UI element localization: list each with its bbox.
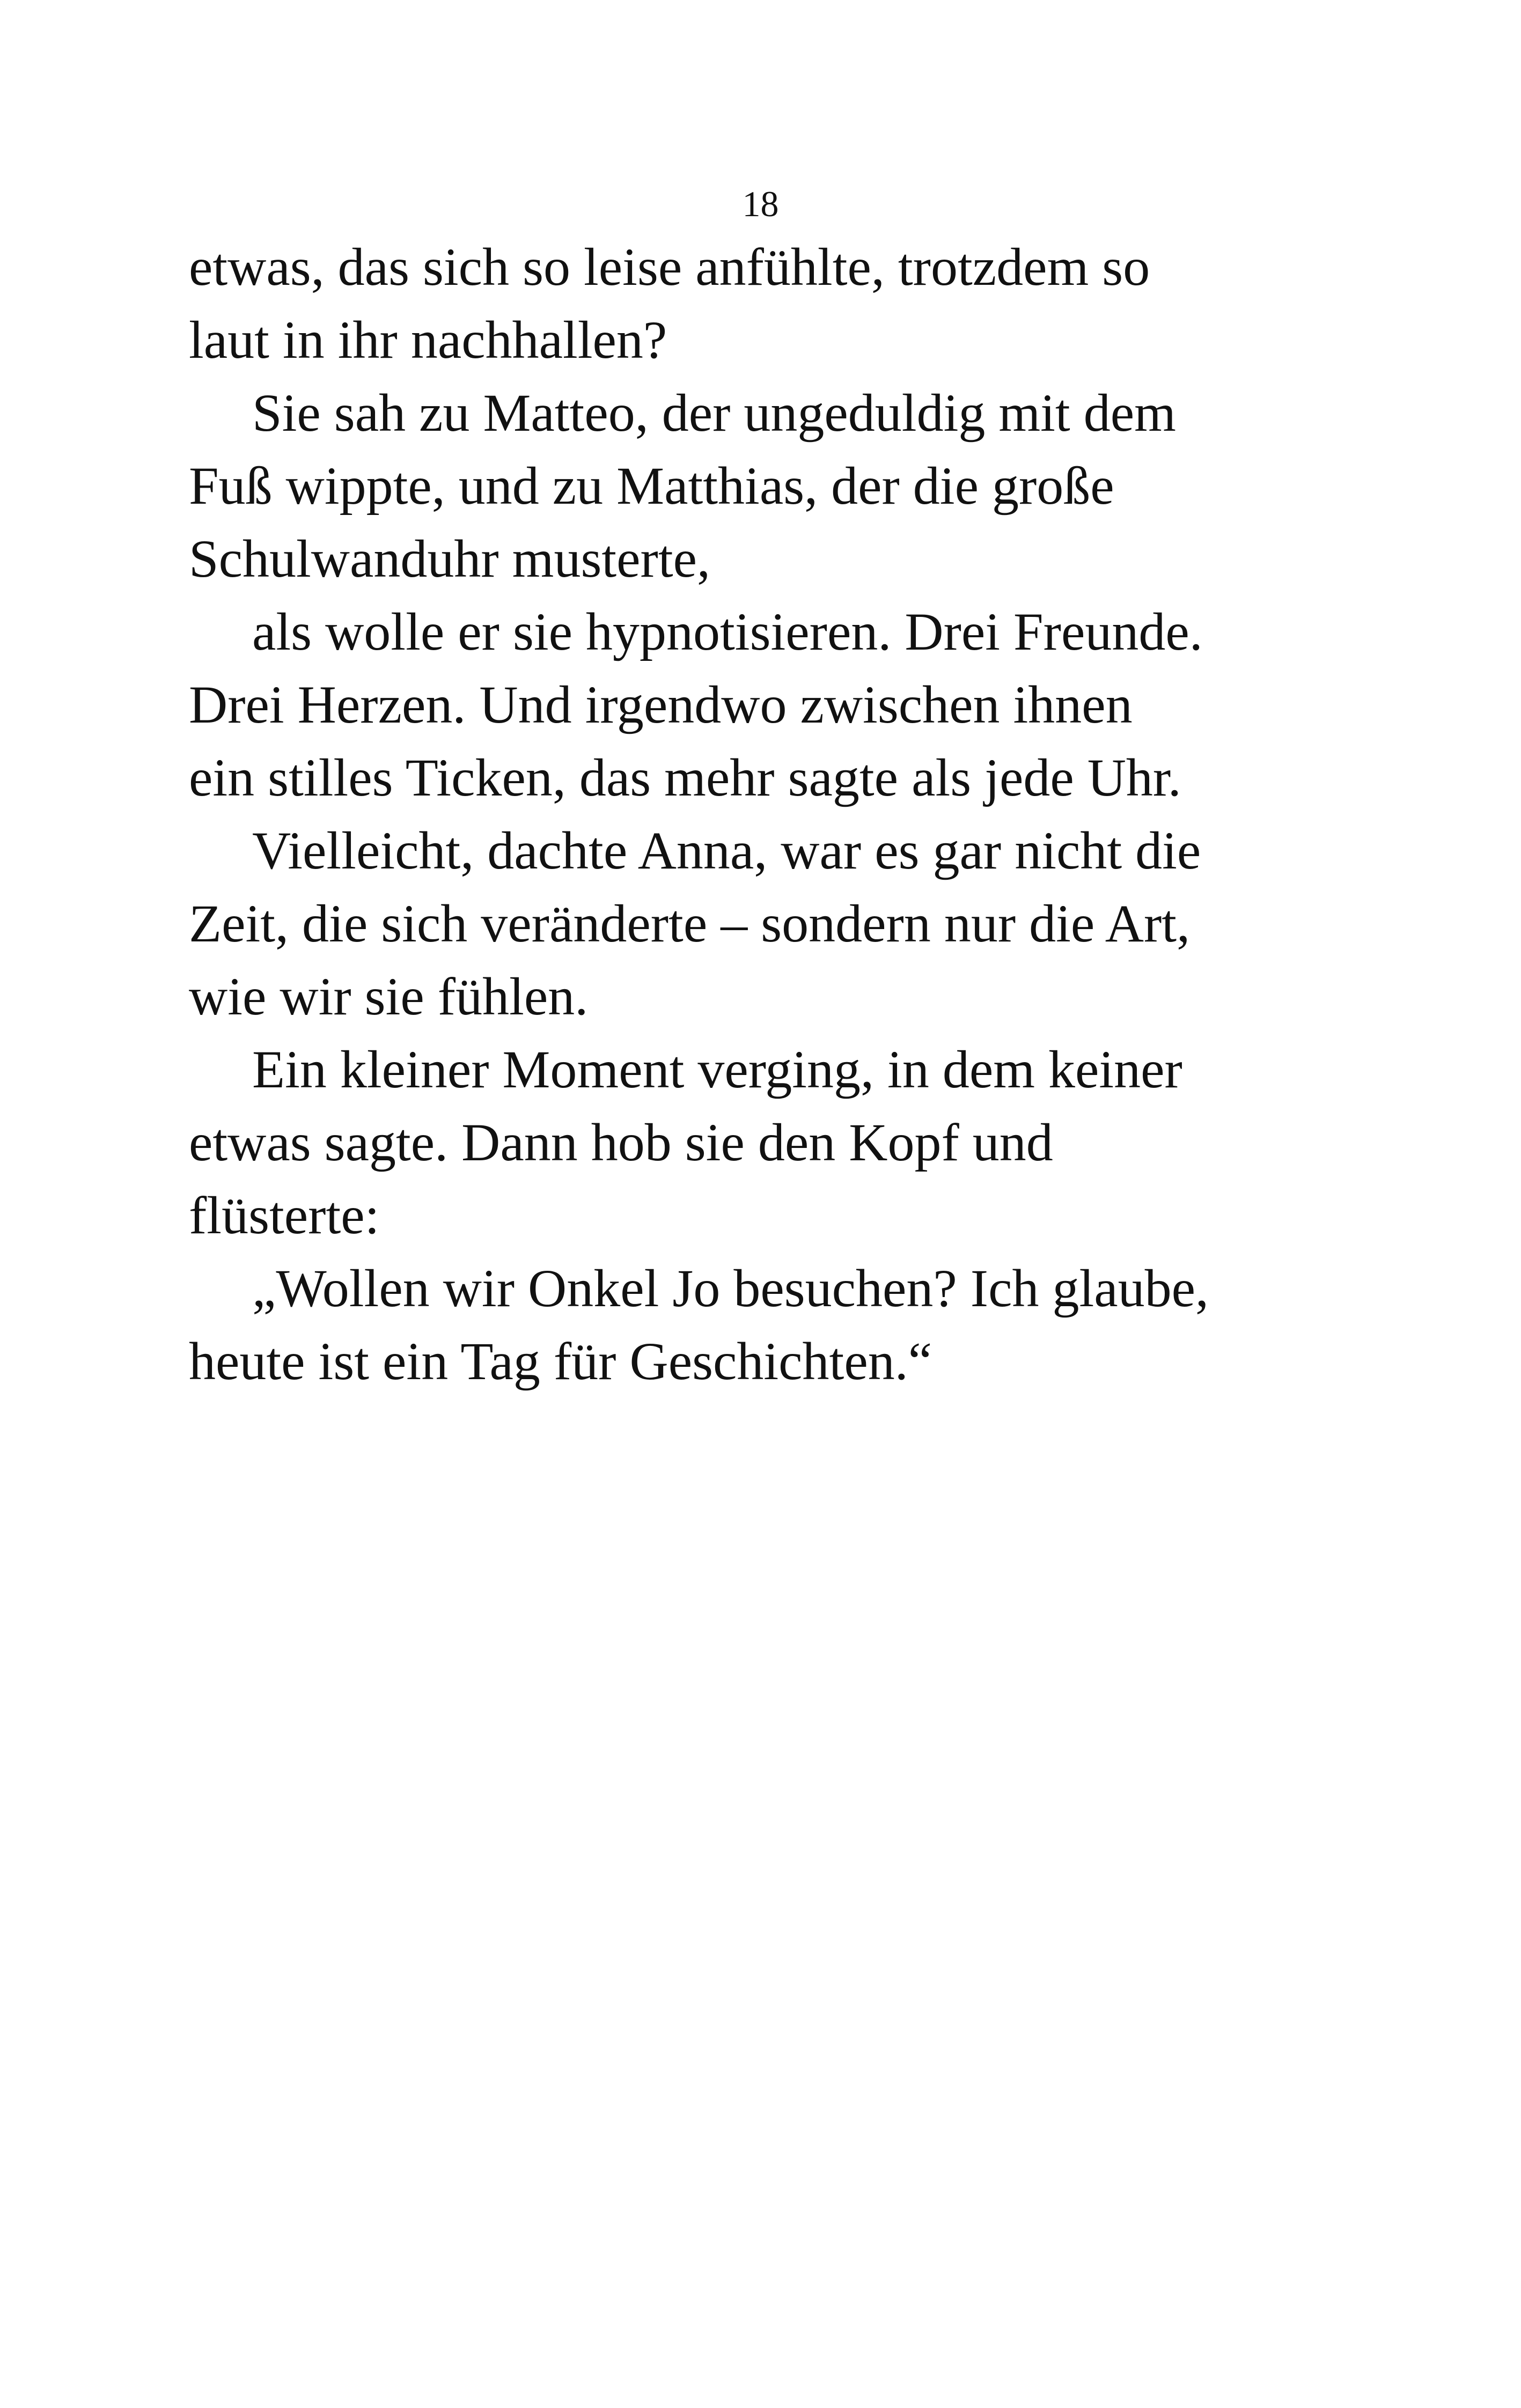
text-line: Vielleicht, dachte Anna, war es gar nicht die: [252, 821, 1201, 880]
text-line: wie wir sie fühlen.: [189, 967, 589, 1026]
paragraph-2: [189, 377, 1337, 595]
page-number: 18: [742, 183, 779, 224]
text-line: flüsterte:: [189, 1185, 380, 1245]
paragraph-6: [189, 1252, 1337, 1398]
text-line: Drei Herzen. Und irgendwo zwischen ihnen: [189, 675, 1133, 734]
text-line: etwas sagte. Dann hob sie den Kopf und: [189, 1113, 1053, 1172]
text-line: Fuß wippte, und zu Matthias, der die große: [189, 456, 1114, 516]
paragraph-5: [189, 1033, 1337, 1252]
text-line: ein stilles Ticken, das mehr sagte als jede Uhr.: [189, 748, 1181, 807]
text-line: Sie sah zu Matteo, der ungeduldig mit dem: [252, 383, 1176, 443]
paragraph-4: [189, 814, 1337, 1033]
text-line: etwas, das sich so leise anfühlte, trotzdem so: [189, 237, 1150, 297]
text-line: „Wollen wir Onkel Jo besuchen? Ich glaube,: [252, 1258, 1209, 1318]
text-line: Zeit, die sich veränderte – sondern nur die Art,: [189, 894, 1191, 953]
text-line: heute ist ein Tag für Geschichten.“: [189, 1331, 932, 1391]
paragraph-1: [189, 231, 1337, 377]
text-line: als wolle er sie hypnotisieren. Drei Freunde.: [252, 602, 1203, 661]
text-line: laut in ihr nachhallen?: [189, 310, 667, 370]
body-text: [189, 231, 1337, 1398]
paragraph-3: [189, 595, 1337, 814]
text-line: Schulwanduhr musterte,: [189, 529, 711, 588]
text-line: Ein kleiner Moment verging, in dem keiner: [252, 1040, 1182, 1099]
